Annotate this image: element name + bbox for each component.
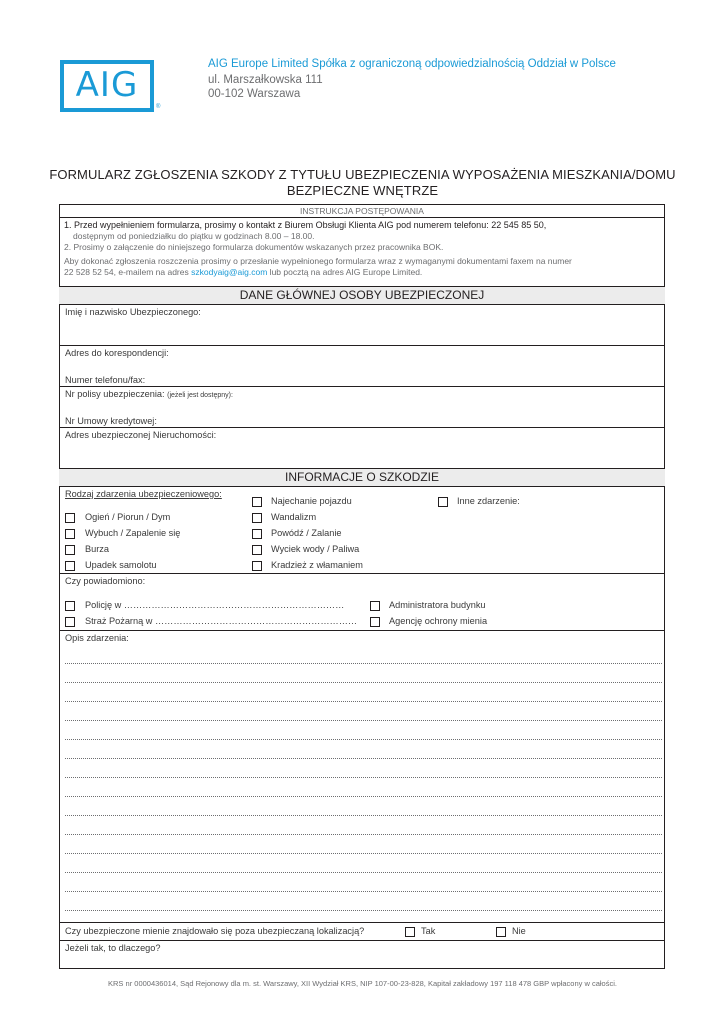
checkbox-security-agency[interactable]: [370, 617, 380, 627]
description-line[interactable]: [65, 739, 662, 740]
checkbox-building-admin[interactable]: [370, 601, 380, 611]
company-street: ul. Marszałkowska 111: [208, 74, 323, 86]
description-line[interactable]: [65, 910, 662, 911]
description-line[interactable]: [65, 682, 662, 683]
option-plane-crash: Upadek samolotu: [85, 560, 157, 570]
option-storm: Burza: [85, 544, 110, 554]
option-explosion: Wybuch / Zapalenie się: [85, 528, 181, 538]
divider: [59, 940, 665, 941]
note-text-pre: 22 528 52 54, e-mailem na adres: [64, 267, 192, 277]
section-insured-heading: DANE GŁÓWNEJ OSOBY UBEZPIECZONEJ: [59, 286, 665, 305]
divider: [59, 630, 665, 631]
claims-email-link[interactable]: szkodyaig@aig.com: [191, 267, 268, 277]
checkbox-fire[interactable]: [65, 513, 75, 523]
description-line[interactable]: [65, 815, 662, 816]
address-label: Adres do korespondencji:: [65, 348, 169, 358]
instruction-1b: dostępnym od poniedziałku do piątku w godzinach 8.00 – 18.00.: [73, 231, 315, 241]
option-building-admin: Administratora budynku: [389, 600, 486, 610]
event-type-label: Rodzaj zdarzenia ubezpieczeniowego:: [65, 489, 222, 499]
description-line[interactable]: [65, 758, 662, 759]
divider: [59, 922, 665, 923]
option-fire-brigade: Straż Pożarną w …………………………………………………………: [85, 616, 358, 626]
notified-label: Czy powiadomiono:: [65, 576, 146, 586]
company-city: 00-102 Warszawa: [208, 88, 301, 100]
instruction-note-b: [64, 267, 422, 277]
description-line[interactable]: [65, 663, 662, 664]
option-vehicle-impact: Najechanie pojazdu: [271, 496, 352, 506]
instruction-2: 2. Prosimy o załączenie do niniejszego formularza dokumentów wskazanych przez pracownika BOK.: [64, 242, 444, 252]
checkbox-vehicle-impact[interactable]: [252, 497, 262, 507]
checkbox-burglary[interactable]: [252, 561, 262, 571]
option-police: Policję w ………………………………………………………………: [85, 600, 345, 610]
description-line[interactable]: [65, 777, 662, 778]
checkbox-storm[interactable]: [65, 545, 75, 555]
instruction-1a: 1. Przed wypełnieniem formularza, prosimy o kontakt z Biurem Obsługi Klienta AIG pod numerem telefonu: 22 545 85 50,: [64, 220, 547, 230]
policy-label-text: Nr polisy ubezpieczenia:: [65, 389, 165, 399]
checkbox-plane-crash[interactable]: [65, 561, 75, 571]
checkbox-vandalism[interactable]: [252, 513, 262, 523]
checkbox-yes[interactable]: [405, 927, 415, 937]
footer-legal: KRS nr 0000436014, Sąd Rejonowy dla m. st. Warszawy, XII Wydział KRS, NIP 107-00-23-828, Kapitał zakładowy 197 118 478 GBP wpłacony w całości.: [108, 979, 617, 988]
instruction-note-a: Aby dokonać zgłoszenia roszczenia prosimy o przesłanie wypełnionego formularza wraz z wymaganymi dokumentami faxem na numer: [64, 256, 572, 266]
description-line[interactable]: [65, 891, 662, 892]
option-security-agency: Agencję ochrony mienia: [389, 616, 488, 626]
aig-logo: AIG: [60, 60, 154, 112]
registered-mark: ®: [156, 104, 161, 110]
section-claim-heading: INFORMACJE O SZKODZIE: [59, 468, 665, 487]
instructions-heading: INSTRUKCJA POSTĘPOWANIA: [300, 206, 424, 216]
checkbox-other-event[interactable]: [438, 497, 448, 507]
checkbox-explosion[interactable]: [65, 529, 75, 539]
checkbox-no[interactable]: [496, 927, 506, 937]
divider: [59, 573, 665, 574]
policy-number-label: [65, 389, 233, 399]
description-line[interactable]: [65, 720, 662, 721]
option-yes: Tak: [421, 926, 436, 936]
checkbox-flood[interactable]: [252, 529, 262, 539]
property-address-label: Adres ubezpieczonej Nieruchomości:: [65, 430, 217, 440]
description-line[interactable]: [65, 796, 662, 797]
option-other-event: Inne zdarzenie:: [457, 496, 520, 506]
divider: [59, 427, 665, 428]
option-vandalism: Wandalizm: [271, 512, 317, 522]
option-leak: Wyciek wody / Paliwa: [271, 544, 360, 554]
description-line[interactable]: [65, 701, 662, 702]
outside-location-question: Czy ubezpieczone mienie znajdowało się poza ubezpieczaną lokalizacją?: [65, 926, 365, 936]
divider: [59, 386, 665, 387]
form-title: FORMULARZ ZGŁOSZENIA SZKODY Z TYTUŁU UBEZPIECZENIA WYPOSAŻENIA MIESZKANIA/DOMU: [49, 167, 676, 182]
form-subtitle: BEZPIECZNE WNĘTRZE: [286, 183, 439, 198]
description-line[interactable]: [65, 834, 662, 835]
description-line[interactable]: [65, 872, 662, 873]
form-frame: [59, 204, 665, 969]
policy-note: (jeżeli jest dostępny):: [167, 392, 233, 399]
option-flood: Powódź / Zalanie: [271, 528, 342, 538]
why-label: Jeżeli tak, to dlaczego?: [65, 943, 161, 953]
checkbox-leak[interactable]: [252, 545, 262, 555]
option-burglary: Kradzież z włamaniem: [271, 560, 363, 570]
divider: [59, 217, 665, 218]
note-text-post: lub pocztą na adres AIG Europe Limited.: [267, 267, 423, 277]
checkbox-fire-brigade[interactable]: [65, 617, 75, 627]
insured-name-label: Imię i nazwisko Ubezpieczonego:: [65, 307, 201, 317]
description-label: Opis zdarzenia:: [65, 633, 129, 643]
credit-agreement-label: Nr Umowy kredytowej:: [65, 416, 157, 426]
option-no: Nie: [512, 926, 526, 936]
option-fire: Ogień / Piorun / Dym: [85, 512, 171, 522]
company-name: AIG Europe Limited Spółka z ograniczoną odpowiedzialnością Oddział w Polsce: [208, 58, 616, 70]
divider: [59, 345, 665, 346]
description-line[interactable]: [65, 853, 662, 854]
phone-label: Numer telefonu/fax:: [65, 375, 146, 385]
checkbox-police[interactable]: [65, 601, 75, 611]
